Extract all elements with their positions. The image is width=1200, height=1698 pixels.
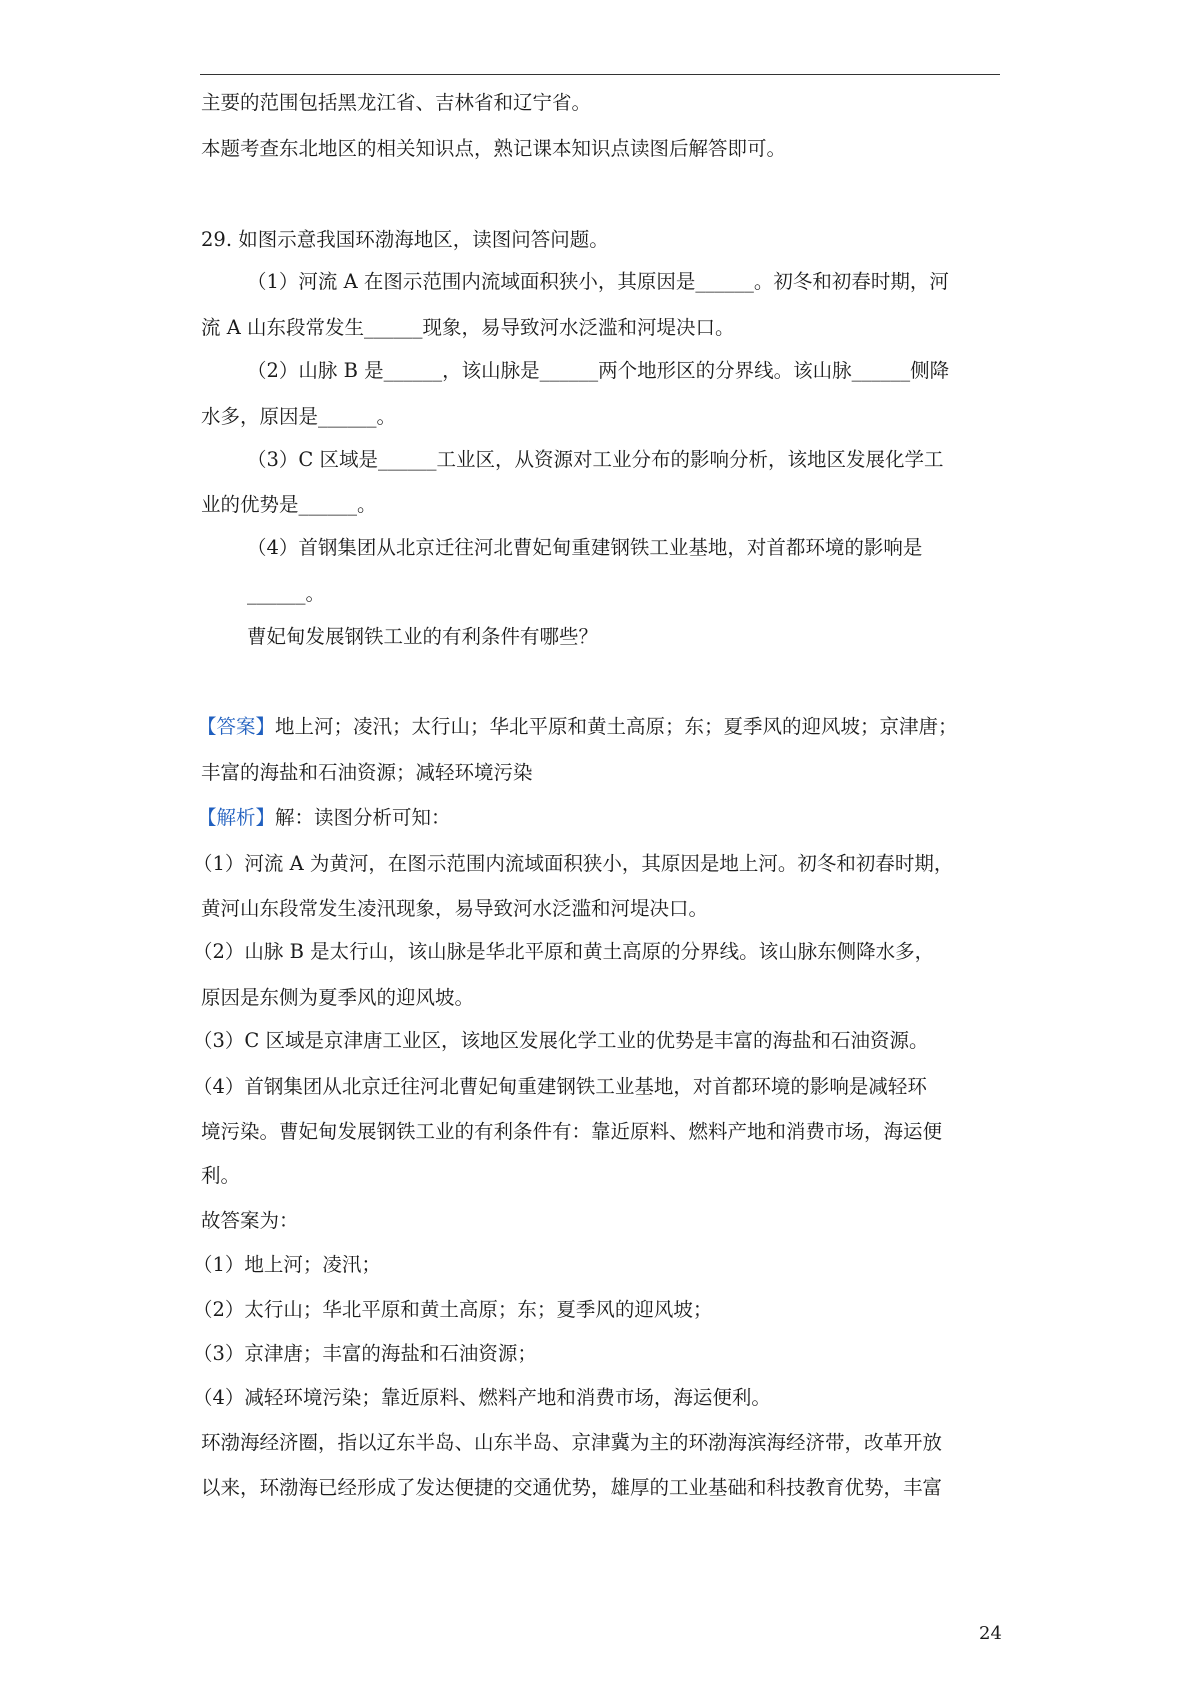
question-2-line-2: 水多，原因是______。 xyxy=(201,405,397,428)
question-1-line-1: （1）河流 A 在图示范围内流域面积狭小，其原因是______。初冬和初春时期，河 xyxy=(247,270,949,293)
analysis-line-1 xyxy=(197,804,451,832)
analysis-p2-line-2: 原因是东侧为夏季风的迎风坡。 xyxy=(201,986,475,1009)
analysis-p3-line-1: （3）C 区域是京津唐工业区，该地区发展化学工业的优势是丰富的海盐和石油资源。 xyxy=(193,1029,929,1052)
question-1-line-2: 流 A 山东段常发生______现象，易导致河水泛滥和河堤决口。 xyxy=(201,316,735,339)
summary-item-1: （1）地上河；凌汛； xyxy=(193,1253,381,1276)
question-2-line-1: （2）山脉 B 是______，该山脉是______两个地形区的分界线。该山脉______侧降 xyxy=(247,359,950,382)
question-title: 29. 如图示意我国环渤海地区，读图问答问题。 xyxy=(201,228,609,251)
summary-title: 故答案为： xyxy=(201,1209,299,1232)
analysis-p4-line-1: （4）首钢集团从北京迁往河北曹妃甸重建钢铁工业基地，对首都环境的影响是减轻环 xyxy=(193,1075,927,1098)
question-4-line-3: 曹妃甸发展钢铁工业的有利条件有哪些？ xyxy=(247,625,599,648)
analysis-p4-line-2: 境污染。曹妃甸发展钢铁工业的有利条件有：靠近原料、燃料产地和消费市场，海运便 xyxy=(201,1120,943,1143)
analysis-p4-line-3: 利。 xyxy=(201,1164,241,1187)
analysis-tag: 【解析】 xyxy=(197,806,276,829)
answer-text: 地上河；凌汛；太行山；华北平原和黄土高原；东；夏季风的迎风坡；京津唐； xyxy=(275,715,958,738)
intro-line-1: 主要的范围包括黑龙江省、吉林省和辽宁省。 xyxy=(201,91,592,114)
analysis-p1-line-2: 黄河山东段常发生凌汛现象，易导致河水泛滥和河堤决口。 xyxy=(201,897,709,920)
extension-line-2: 以来，环渤海已经形成了发达便捷的交通优势，雄厚的工业基础和科技教育优势，丰富 xyxy=(201,1476,943,1499)
answer-tag: 【答案】 xyxy=(197,715,276,738)
question-3-line-2: 业的优势是______。 xyxy=(201,493,377,516)
question-4-line-2: ______。 xyxy=(247,582,326,605)
question-4-line-1: （4）首钢集团从北京迁往河北曹妃甸重建钢铁工业基地，对首都环境的影响是 xyxy=(247,536,923,559)
summary-item-2: （2）太行山；华北平原和黄土高原；东；夏季风的迎风坡； xyxy=(193,1298,713,1321)
question-3-line-1: （3）C 区域是______工业区，从资源对工业分布的影响分析，该地区发展化学工 xyxy=(247,448,944,471)
extension-line-1: 环渤海经济圈，指以辽东半岛、山东半岛、京津冀为主的环渤海滨海经济带，改革开放 xyxy=(201,1431,943,1454)
page-number: 24 xyxy=(979,1623,1002,1644)
analysis-p2-line-1: （2）山脉 B 是太行山，该山脉是华北平原和黄土高原的分界线。该山脉东侧降水多， xyxy=(193,940,935,963)
analysis-p1-line-1: （1）河流 A 为黄河，在图示范围内流域面积狭小，其原因是地上河。初冬和初春时期， xyxy=(193,852,954,875)
summary-item-3: （3）京津唐；丰富的海盐和石油资源； xyxy=(193,1342,537,1365)
answer-line-1 xyxy=(197,713,958,741)
header-rule xyxy=(200,74,1000,75)
analysis-intro: 解：读图分析可知： xyxy=(275,806,451,829)
answer-line-2: 丰富的海盐和石油资源；减轻环境污染 xyxy=(201,761,533,784)
summary-item-4: （4）减轻环境污染；靠近原料、燃料产地和消费市场，海运便利。 xyxy=(193,1386,771,1409)
intro-line-2: 本题考查东北地区的相关知识点，熟记课本知识点读图后解答即可。 xyxy=(201,137,787,160)
